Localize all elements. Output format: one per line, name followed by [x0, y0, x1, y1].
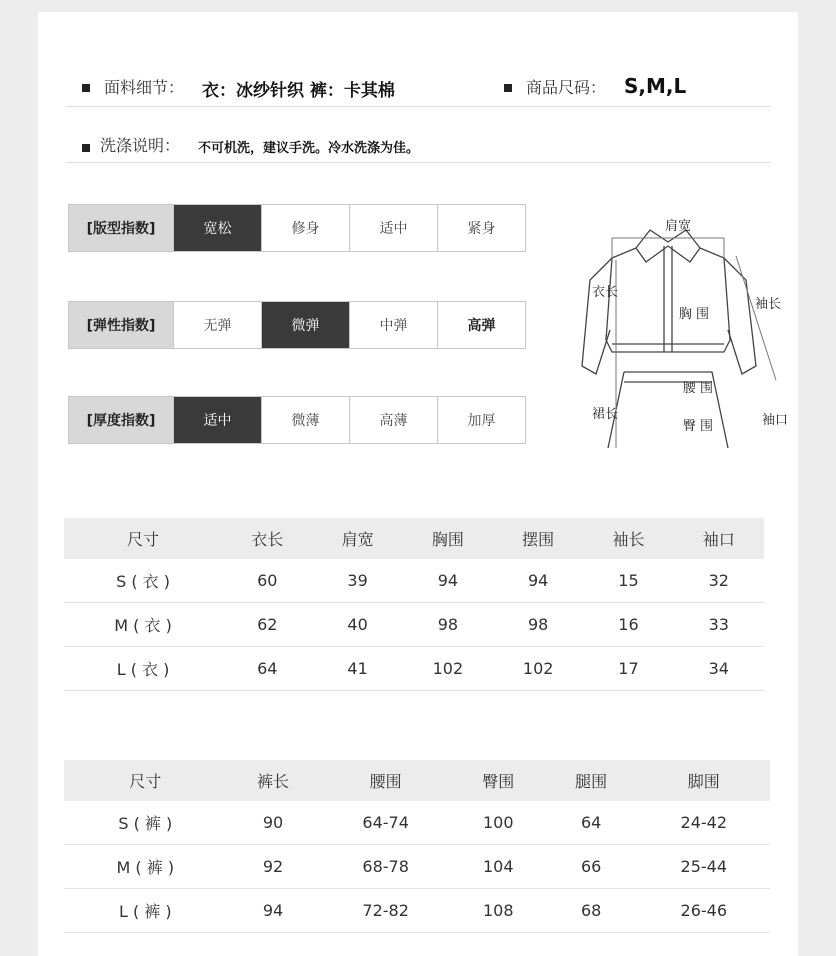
table-cell: 102 [403, 647, 493, 691]
table-row [64, 845, 770, 889]
table-cell: M ( 衣 ) [64, 603, 222, 647]
column-header: 尺寸 [64, 760, 227, 801]
top-table-header-row [64, 518, 764, 559]
table-cell: 16 [583, 603, 673, 647]
table-cell: 60 [222, 559, 312, 603]
pants-table-header-row [64, 760, 770, 801]
diagram-skirt-label: 裙长 [591, 407, 619, 422]
table-cell: S ( 衣 ) [64, 559, 222, 603]
bullet-icon [82, 84, 90, 92]
sizes-value: S,M,L [624, 74, 687, 98]
column-header: 腰围 [319, 760, 451, 801]
table-row [64, 559, 764, 603]
table-cell: 62 [222, 603, 312, 647]
table-cell: S ( 裤 ) [64, 801, 227, 845]
fabric-label: 面料细节： [104, 78, 185, 97]
table-cell: 40 [312, 603, 402, 647]
table-cell: 15 [583, 559, 673, 603]
column-header: 肩宽 [312, 518, 402, 559]
rating-option: 适中 [349, 205, 437, 251]
table-cell: M ( 裤 ) [64, 845, 227, 889]
column-header: 袖口 [674, 518, 764, 559]
table-cell: 100 [452, 801, 545, 845]
table-row [64, 801, 770, 845]
rating-elasticity [68, 301, 526, 349]
table-cell: 98 [403, 603, 493, 647]
bullet-icon [82, 144, 90, 152]
rating-option: 紧身 [437, 205, 525, 251]
table-cell: 94 [493, 559, 583, 603]
rating-title: [厚度指数] [69, 397, 173, 443]
table-cell: 94 [403, 559, 493, 603]
table-row [64, 647, 764, 691]
table-cell: 66 [545, 845, 638, 889]
table-cell: 102 [493, 647, 583, 691]
column-header: 尺寸 [64, 518, 222, 559]
rating-thickness [68, 396, 526, 444]
bullet-icon [504, 84, 512, 92]
table-cell: 24-42 [638, 801, 770, 845]
rating-option: 微薄 [261, 397, 349, 443]
table-cell: 39 [312, 559, 402, 603]
product-detail-card [38, 12, 798, 956]
column-header: 臀围 [452, 760, 545, 801]
table-cell: 68 [545, 889, 638, 933]
top-size-table [64, 518, 764, 691]
table-cell: 26-46 [638, 889, 770, 933]
table-cell: 25-44 [638, 845, 770, 889]
diagram-cuff-label: 袖口 [762, 413, 789, 428]
column-header: 裤长 [227, 760, 320, 801]
rating-option: 微弹 [261, 302, 349, 348]
rating-title: [弹性指数] [69, 302, 173, 348]
table-cell: 64-74 [319, 801, 451, 845]
table-row [64, 889, 770, 933]
table-cell: 108 [452, 889, 545, 933]
diagram-waist-label: 腰 围 [682, 381, 714, 396]
column-header: 袖长 [583, 518, 673, 559]
diagram-shoulder-label: 肩宽 [664, 219, 692, 234]
diagram-sleeve-label: 袖长 [754, 297, 782, 312]
table-cell: 68-78 [319, 845, 451, 889]
wash-label: 洗涤说明： [100, 136, 181, 155]
diagram-hip-label: 臀 围 [682, 419, 714, 434]
table-cell: 33 [674, 603, 764, 647]
table-cell: L ( 裤 ) [64, 889, 227, 933]
rating-option: 宽松 [173, 205, 261, 251]
table-cell: 17 [583, 647, 673, 691]
column-header: 腿围 [545, 760, 638, 801]
wash-value: 不可机洗，建议手洗。冷水洗涤为佳。 [198, 141, 420, 156]
rating-option: 无弹 [173, 302, 261, 348]
table-cell: 104 [452, 845, 545, 889]
divider [66, 106, 770, 107]
garment-measurement-diagram [550, 200, 789, 452]
table-cell: 90 [227, 801, 320, 845]
sizes-label: 商品尺码： [526, 78, 607, 97]
rating-option: 高薄 [349, 397, 437, 443]
column-header: 摆围 [493, 518, 583, 559]
fabric-value: 衣：冰纱针织 裤：卡其棉 [202, 81, 395, 101]
table-cell: 64 [545, 801, 638, 845]
table-cell: 98 [493, 603, 583, 647]
rating-title: [版型指数] [69, 205, 173, 251]
table-cell: 92 [227, 845, 320, 889]
rating-option: 适中 [173, 397, 261, 443]
table-cell: 72-82 [319, 889, 451, 933]
table-cell: 32 [674, 559, 764, 603]
table-row [64, 603, 764, 647]
rating-option: 修身 [261, 205, 349, 251]
rating-option: 高弹 [437, 302, 525, 348]
diagram-chest-label: 胸 围 [678, 307, 710, 322]
rating-option: 加厚 [437, 397, 525, 443]
pants-size-table [64, 760, 770, 933]
table-cell: L ( 衣 ) [64, 647, 222, 691]
rating-option: 中弹 [349, 302, 437, 348]
table-cell: 34 [674, 647, 764, 691]
column-header: 胸围 [403, 518, 493, 559]
table-cell: 94 [227, 889, 320, 933]
rating-fit [68, 204, 526, 252]
column-header: 脚围 [638, 760, 770, 801]
table-cell: 64 [222, 647, 312, 691]
table-cell: 41 [312, 647, 402, 691]
column-header: 衣长 [222, 518, 312, 559]
divider [66, 162, 770, 163]
diagram-length-label: 衣长 [591, 285, 619, 300]
